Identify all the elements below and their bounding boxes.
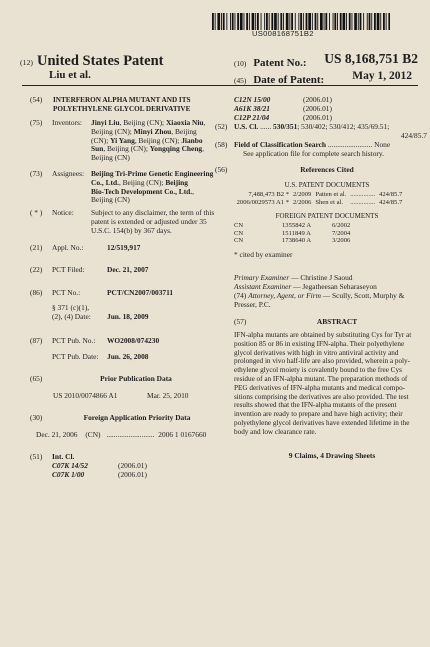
barcode-bar — [278, 13, 279, 30]
table-row — [234, 237, 354, 245]
invention-title — [53, 96, 223, 114]
patent-number-value: US 8,168,751 B2 — [324, 51, 418, 66]
barcode-bar — [274, 13, 277, 30]
invention-title-line: POLYETHYLENE GLYCOL DERIVATIVE — [53, 104, 191, 113]
right-column — [215, 95, 427, 476]
pct-filed-label: PCT Filed: — [52, 265, 85, 274]
us-doc-dots: ............... — [350, 198, 376, 206]
foreign-docs-heading: FOREIGN PATENT DOCUMENTS — [275, 212, 379, 220]
barcode-bar — [354, 13, 357, 30]
barcode-bar — [252, 13, 255, 30]
assistant-examiner-label: Assistant Examiner — [234, 282, 292, 291]
barcode-bar — [249, 13, 250, 30]
field-code: (58) — [215, 140, 228, 149]
foreign-doc-date: 7/2004 — [332, 229, 351, 237]
intcl-class: C07K 1/00 — [52, 470, 85, 479]
uscl-primary: 530/351 — [273, 122, 298, 131]
left-column — [30, 96, 218, 596]
barcode-bar — [226, 13, 227, 30]
abstract-line: prolonged in vivo half-life are also provided, wherein a poly- — [234, 357, 411, 366]
foreign-doc-number: 1511849 A — [282, 229, 311, 237]
cls-version: (2006.01) — [303, 104, 332, 113]
assignees-line: Co., Ltd., Beijing (CN); Beijing — [91, 177, 188, 187]
us-doc-name: Shen et al. — [315, 198, 343, 206]
pct-no-value: PCT/CN2007/003711 — [107, 288, 174, 297]
us-doc-name: Patten et al. — [315, 191, 347, 198]
barcode-bar — [369, 13, 371, 30]
abstract-line: ethylene glycol moiety is covalently bound to the free Cys — [234, 366, 402, 375]
barcode-bar — [346, 13, 347, 30]
barcode-bar — [360, 13, 362, 30]
cited-by-examiner-note: * cited by examiner — [234, 250, 293, 259]
assignees-list — [91, 170, 221, 205]
refs-code: (56) — [215, 165, 228, 174]
barcode-bar — [237, 13, 239, 30]
barcode-bar — [343, 13, 346, 30]
barcode-bar — [380, 13, 381, 30]
notice-label: Notice: — [52, 208, 74, 217]
barcode-bar — [333, 13, 334, 30]
notice-line: Subject to any disclaimer, the term of this — [91, 208, 215, 217]
barcode-bar — [295, 13, 296, 30]
field-dots: ........................ — [327, 140, 373, 149]
pct-pub-code: (87) — [30, 336, 43, 345]
barcode-bar — [217, 13, 220, 30]
pct-no-label: PCT No.: — [52, 288, 81, 297]
pct-pub-date-label: PCT Pub. Date: — [52, 352, 99, 361]
barcode-bar — [235, 13, 236, 30]
barcode-bar — [324, 13, 325, 30]
abstract-line: IFN-alpha mutants are obtained by substituting Cys for Tyr at — [234, 331, 412, 339]
inventors-line: Jinyi Liu, Beijing (CN); Xiaoxia Niu, — [91, 118, 206, 127]
pct-filed-date: Dec. 21, 2007 — [107, 265, 149, 274]
inventors-line: Beijing (CN) — [91, 153, 130, 163]
inventors-code: (75) — [30, 118, 43, 127]
intcl-label: Int. Cl. — [52, 452, 75, 461]
table-row — [227, 199, 406, 207]
uscl-label: U.S. Cl. — [234, 122, 259, 131]
inventors-list — [91, 119, 221, 163]
barcode-bar — [230, 13, 231, 30]
barcode-bar — [312, 13, 313, 30]
abstract-line: glycol derivatives with high in vitro antiviral activity and — [234, 348, 399, 357]
notice-text — [91, 209, 223, 235]
patent-number-label: Patent No.: — [253, 57, 307, 69]
cls-class: A61K 38/21 — [234, 104, 270, 113]
patent-number-code: (10) — [234, 59, 247, 68]
date-value: May 1, 2012 — [352, 70, 412, 82]
barcode-bar — [269, 13, 270, 30]
barcode-bar — [289, 13, 290, 30]
us-doc-date: 2/2009 — [293, 191, 312, 198]
notice-line: patent is extended or adjusted under 35 — [91, 216, 207, 226]
abstract-line: sitions comprising the derivatives are also provided. The test — [234, 392, 409, 401]
barcode-bar — [244, 13, 245, 30]
pct-pub-label: PCT Pub. No.: — [52, 336, 96, 345]
foreign-doc-country: CN — [234, 222, 244, 229]
intcl-code: (51) — [30, 452, 43, 461]
assistant-examiner: Assistant Examiner — Jegatheesan Seharaseyon — [234, 282, 377, 291]
barcode-bar — [255, 13, 256, 30]
attorney-label: Attorney, Agent, or Firm — [248, 291, 321, 300]
foreign-doc-country: CN — [234, 229, 244, 237]
cls-version: (2006.01) — [303, 95, 332, 104]
prior-pub-number: US 2010/0074866 A1 — [53, 391, 118, 400]
barcode-bar — [257, 13, 259, 30]
foreign-doc-number: 1355842 A — [282, 222, 312, 229]
barcode-bar — [383, 13, 385, 30]
foreign-doc-number: 1738640 A — [282, 237, 312, 245]
inventors-line: Sun, Beijing (CN); Yongqing Cheng, — [91, 144, 204, 154]
abstract-line: invention are ready to prepare and have high activity; their — [234, 410, 403, 419]
us-doc-number: 7,488,473 B2 * — [248, 191, 289, 198]
barcode-bar — [317, 13, 318, 30]
barcode-bar — [363, 13, 364, 30]
barcode-bar — [371, 13, 372, 30]
foreign-doc-date: 3/2006 — [332, 237, 351, 245]
us-docs-table — [227, 191, 406, 206]
barcode-bar — [264, 13, 265, 30]
abstract-heading: ABSTRACT — [316, 317, 358, 326]
barcode-bar — [334, 13, 336, 30]
intcl-version: (2006.01) — [118, 461, 147, 470]
barcode-bar — [377, 13, 380, 30]
refs-heading: References Cited — [300, 165, 354, 174]
foreign-priority-dots: .......................... — [106, 430, 155, 439]
abstract-body — [234, 331, 430, 437]
abstract-code: (57) — [234, 317, 247, 326]
attorney-code: (74) — [234, 291, 247, 300]
primary-examiner: Primary Examiner — Christine J Saoud — [234, 273, 353, 282]
cls-class: C12N 15/00 — [234, 95, 271, 104]
pct-pub-number: WO2008/074230 — [107, 336, 160, 345]
s371-line1: § 371 (c)(1), — [52, 303, 90, 312]
uscl-code: (52) — [215, 122, 228, 131]
barcode-bar — [266, 13, 268, 30]
title-code: (54) — [30, 95, 43, 104]
us-doc-dots: ............... — [350, 191, 376, 198]
s371-date: Jun. 18, 2009 — [107, 312, 149, 321]
pct-pub-date: Jun. 26, 2008 — [107, 352, 149, 361]
pct-no-code: (86) — [30, 288, 43, 297]
table-row — [227, 191, 406, 199]
barcode-bar — [388, 13, 390, 30]
appl-code: (21) — [30, 243, 43, 252]
barcode-bar — [223, 13, 225, 30]
inventors-line: (CN); Yi Yang, Beijing (CN); Jianbo — [91, 135, 203, 145]
barcode-bar — [315, 13, 317, 30]
abstract-line: position 85 or 86 in existing IFN-alpha. Their polyethylene — [234, 339, 405, 348]
barcode-bar — [386, 13, 387, 30]
barcode-bar — [367, 13, 368, 30]
barcode-bar — [358, 13, 359, 30]
barcode-bar — [320, 13, 323, 30]
barcode-bar — [340, 13, 342, 30]
foreign-priority-heading: Foreign Application Priority Data — [83, 413, 191, 422]
cls-version: (2006.01) — [303, 113, 332, 122]
foreign-doc-country: CN — [234, 237, 244, 245]
foreign-docs-table — [234, 222, 354, 245]
barcode-bar — [308, 13, 311, 30]
foreign-doc-date: 6/2002 — [332, 222, 351, 229]
primary-examiner-label: Primary Examiner — [234, 273, 290, 282]
barcode-bar — [271, 13, 273, 30]
header-rule — [22, 85, 418, 86]
barcode-bar — [291, 13, 293, 30]
primary-examiner-name: Christine J Saoud — [300, 273, 353, 282]
uscl-secondary: ; 530/402; 530/412; 435/69.51; — [297, 122, 390, 131]
assistant-examiner-name: Jegatheesan Seharaseyon — [302, 282, 377, 291]
abstract-line: results showed that the IFN-alpha mutants of the present — [234, 401, 397, 410]
barcode-bar — [349, 13, 351, 30]
barcode-bar — [374, 13, 376, 30]
patent-type-code: (12) — [20, 58, 33, 67]
barcode-bar — [286, 13, 289, 30]
abstract-line: residue of an IFN-alpha mutant. The preparation methods of — [234, 374, 408, 383]
prior-pub-heading: Prior Publication Data — [100, 374, 172, 383]
attorney: (74) Attorney, Agent, or Firm — Scully, Scott, Murphy & — [234, 291, 405, 300]
attorney-line2: Presser, P.C. — [234, 300, 271, 309]
field-label: Field of Classification Search — [234, 140, 327, 149]
appl-label: Appl. No.: — [52, 243, 84, 252]
attorney-name: Scully, Scott, Murphy & — [332, 291, 405, 300]
us-doc-class: 424/85.7 — [379, 198, 403, 206]
header-left — [20, 52, 220, 70]
claims-drawings-summary: 9 Claims, 4 Drawing Sheets — [288, 451, 376, 460]
notice-line: U.S.C. 154(b) by 367 days. — [91, 225, 172, 235]
foreign-priority-row — [36, 431, 224, 440]
field-value: None — [374, 140, 391, 149]
assignees-line: Beijing (CN) — [91, 195, 130, 205]
barcode — [212, 13, 390, 30]
us-doc-number: 2006/0029573 A1 * — [236, 198, 289, 206]
barcode-bar — [303, 13, 304, 30]
barcode-bar — [280, 13, 282, 30]
invention-title-line: INTERFERON ALPHA MUTANT AND ITS — [53, 96, 191, 104]
appl-number: 12/519,917 — [107, 243, 141, 252]
foreign-priority-country: (CN) — [85, 430, 101, 439]
barcode-graphic — [212, 13, 390, 30]
barcode-bar — [325, 13, 327, 30]
assignees-line: Bio-Tech Development Co., Ltd., — [91, 186, 194, 196]
date-code: (45) — [234, 76, 247, 85]
field-note: See application file for complete search history. — [243, 149, 384, 158]
abstract-line: polyethylene glycol derivatives have extended lifetime in the — [234, 418, 410, 427]
us-doc-date: 2/2006 — [293, 198, 312, 206]
barcode-bar — [240, 13, 243, 30]
abstract-line: PEG derivatives of IFN-alpha mutants and medical compo- — [234, 383, 406, 392]
prior-pub-date: Mar. 25, 2010 — [147, 391, 189, 400]
barcode-bar — [212, 13, 214, 30]
patent-type-title: United States Patent — [37, 53, 164, 69]
uscl-row — [234, 123, 428, 132]
table-row — [234, 230, 354, 238]
patent-number-row — [234, 53, 420, 71]
s371-line2: (2), (4) Date: — [52, 312, 91, 321]
us-docs-heading: U.S. PATENT DOCUMENTS — [284, 181, 370, 189]
table-row — [234, 222, 354, 230]
uscl-line2: 424/85.7 — [400, 131, 427, 140]
prior-pub-code: (65) — [30, 374, 43, 383]
barcode-bar — [246, 13, 248, 30]
barcode-bar — [329, 13, 330, 30]
barcode-bar — [221, 13, 222, 30]
abstract-line: body and low clearance rate. — [234, 427, 317, 436]
barcode-bar — [306, 13, 308, 30]
uscl-dots: ...... — [260, 122, 272, 131]
date-label: Date of Patent: — [253, 74, 325, 86]
barcode-bar — [298, 13, 299, 30]
barcode-bar — [337, 13, 338, 30]
barcode-bar — [283, 13, 284, 30]
barcode-bar — [300, 13, 302, 30]
intcl-class: C07K 14/52 — [52, 461, 88, 470]
cls-class: C12P 21/04 — [234, 113, 270, 122]
barcode-bar — [261, 13, 262, 30]
first-inventor-etal: Liu et al. — [49, 69, 91, 81]
us-doc-class: 424/85.7 — [379, 191, 403, 198]
assignees-label: Assignees: — [52, 169, 85, 178]
assignees-line: Beijing Tri-Prime Genetic Engineering — [91, 169, 214, 178]
barcode-bar — [352, 13, 353, 30]
barcode-bar — [232, 13, 234, 30]
assignees-code: (73) — [30, 169, 43, 178]
inventors-label: Inventors: — [52, 118, 82, 127]
foreign-priority-code: (30) — [30, 413, 43, 422]
foreign-priority-date: Dec. 21, 2006 — [36, 430, 78, 439]
barcode-bar — [215, 13, 216, 30]
foreign-priority-number: 2006 1 0167660 — [158, 430, 207, 439]
barcode-number: US008168751B2 — [252, 29, 314, 38]
pct-filed-code: (22) — [30, 265, 43, 274]
intcl-version: (2006.01) — [118, 470, 147, 479]
inventors-line: Beijing (CN); Minyi Zhou, Beijing — [91, 126, 197, 136]
notice-code: ( * ) — [30, 208, 43, 217]
